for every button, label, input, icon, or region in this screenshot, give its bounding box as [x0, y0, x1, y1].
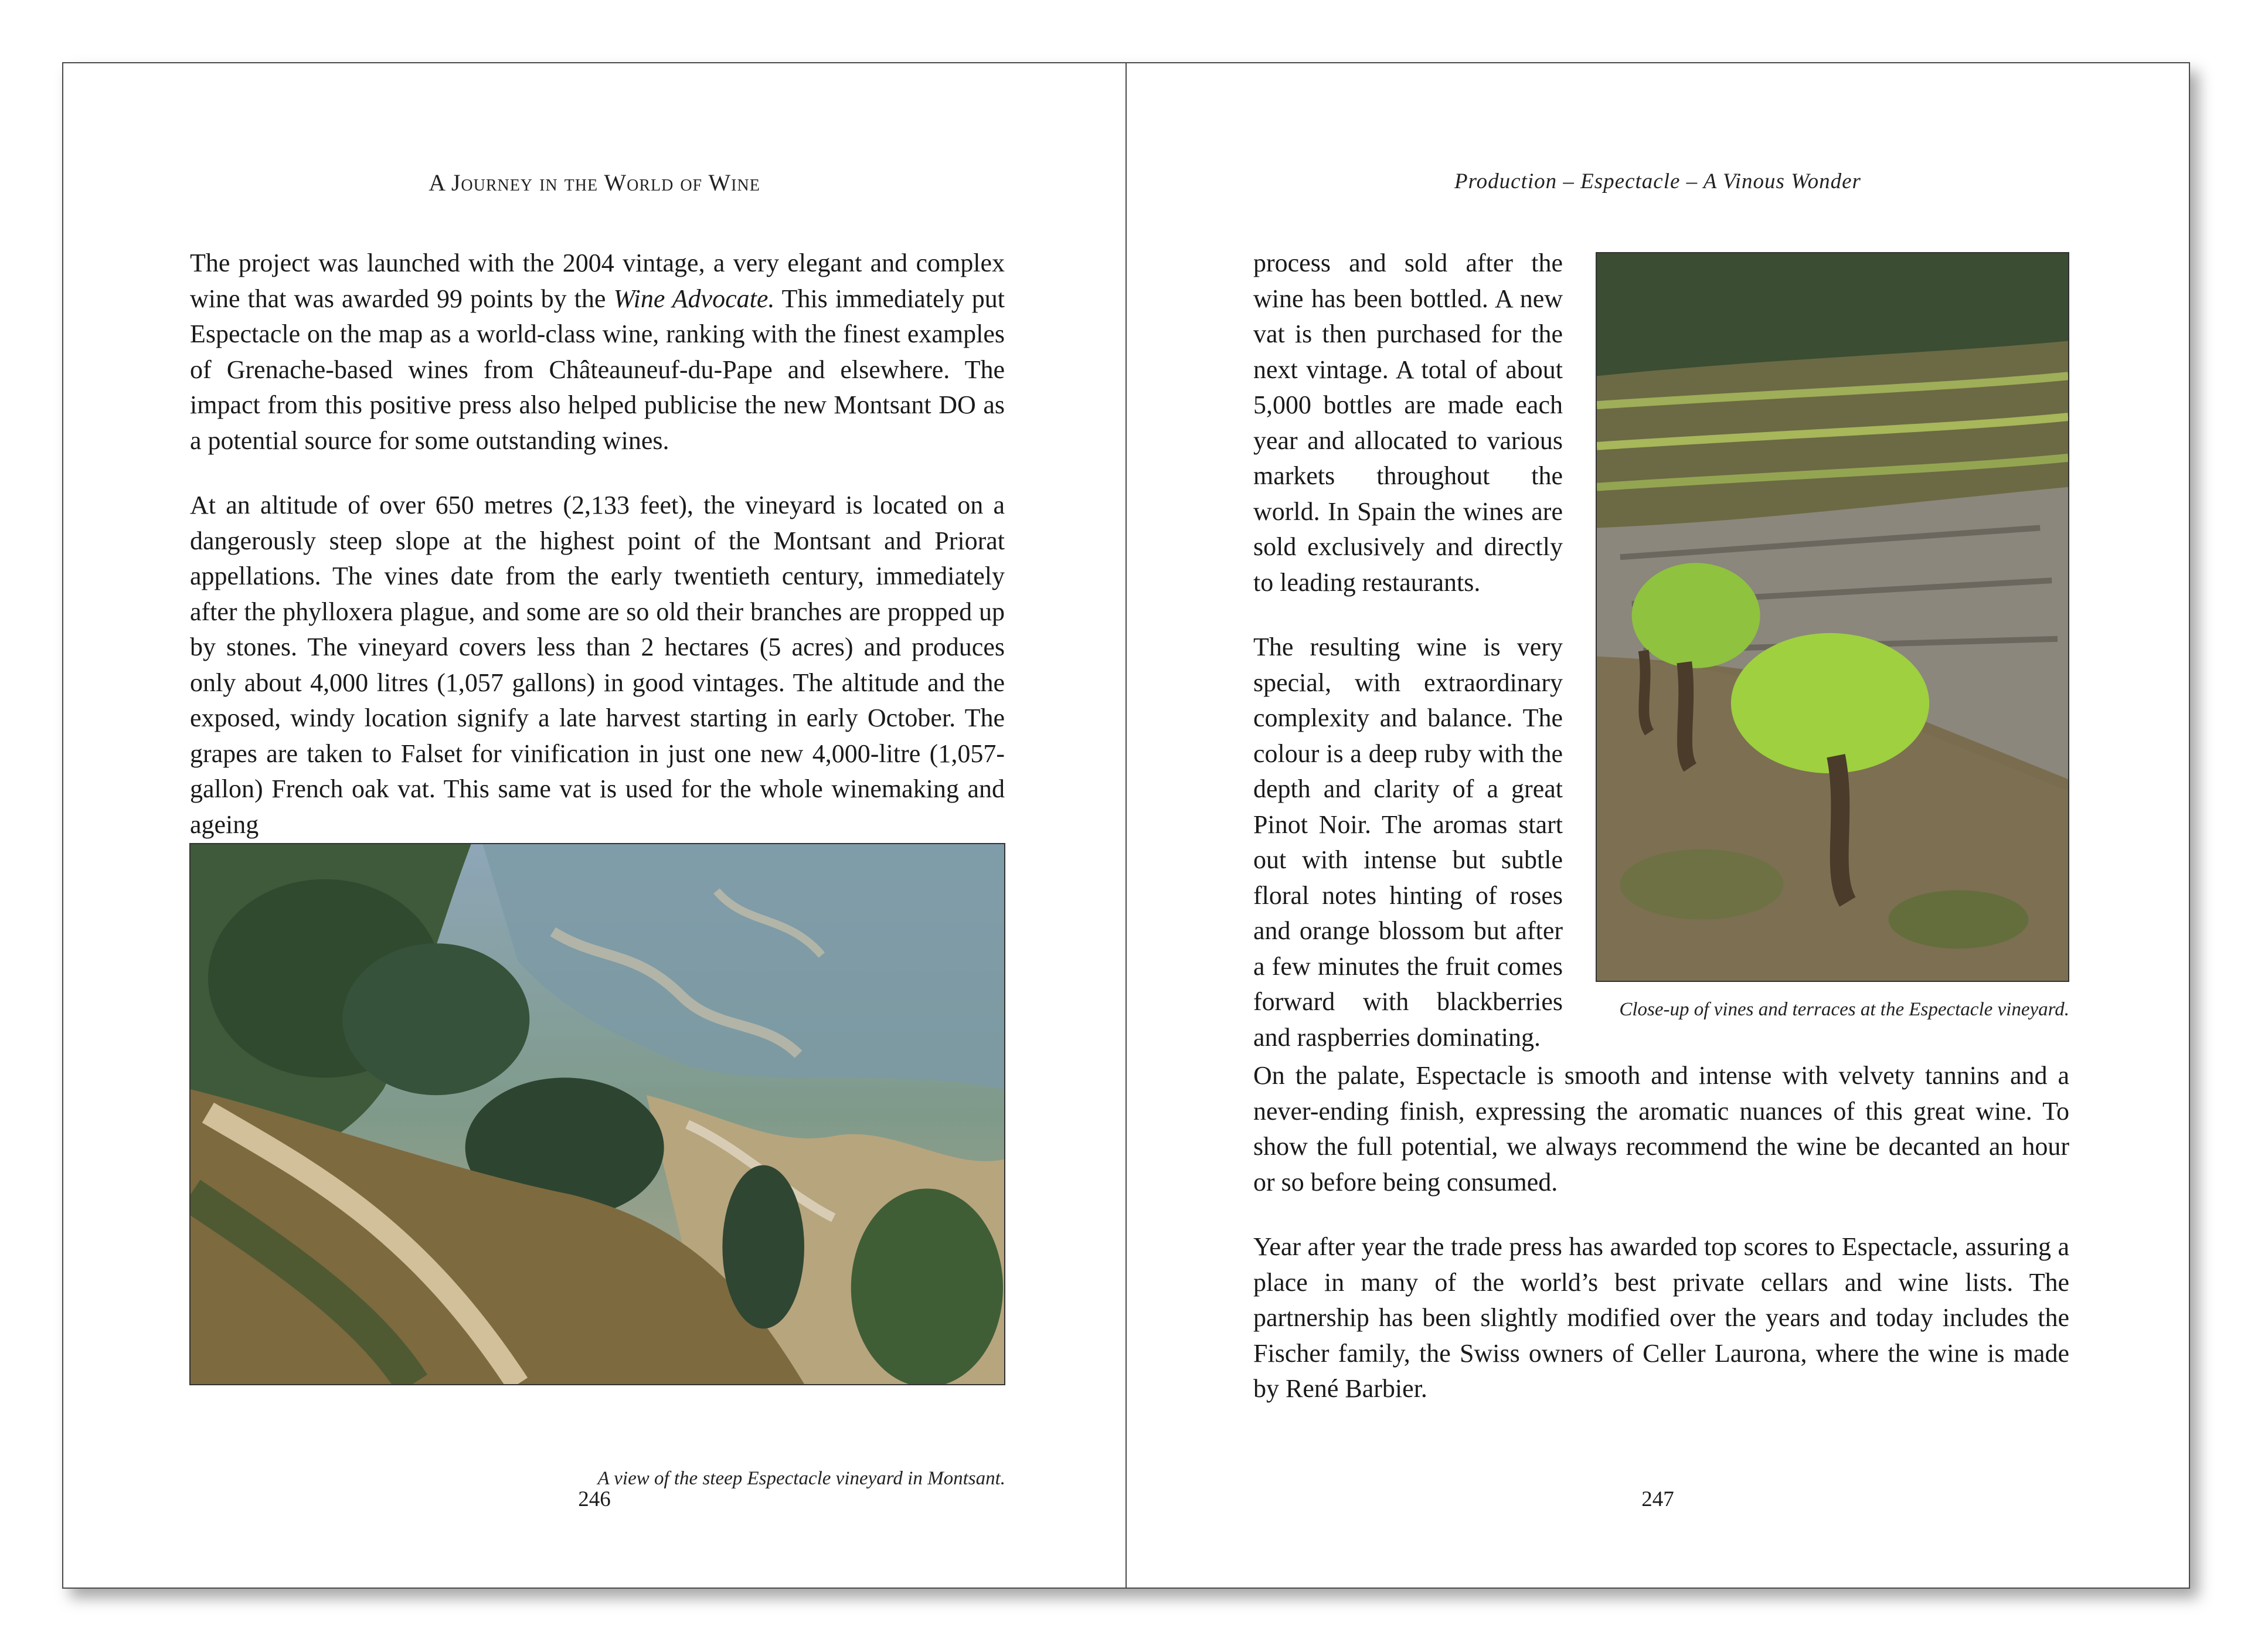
left-paragraph-1-end: This immediately put Espectacle on the map as a world-class wine, ranking with the finest examples of Grenache-based wines from Châteauneuf-du-Pape and elsewhere. The impact from this positive press also helped publicise the new Montsant DO as a potential source for some outstanding wines. — [190, 284, 1005, 455]
left-paragraph-1-start: The project was launched with the 2004 vintage, a very elegant and complex wine that was awarded 99 points by the — [190, 249, 1005, 313]
left-running-head: A Journey in the World of Wine — [429, 169, 760, 196]
left-page-number: 246 — [578, 1487, 611, 1511]
book-spread — [62, 62, 2190, 1589]
left-paragraph-2: At an altitude of over 650 metres (2,133 feet), the vineyard is located on a dangerously steep slope at the highest point of the Montsant and Priorat appellations. The vines date from the early twentieth century, immediately after the phylloxera plague, and some are so old their branches are propped up by stones. The vineyard covers less than 2 hectares (5 acres) and produces only about 4,000 litres (1,057 gallons) in good vintages. The altitude and the exposed, windy location signify a late harvest starting in early October. The grapes are taken to Falset for vinification in just one new 4,000-litre (1,057-gallon) French oak vat. This same vat is used for the whole winemaking and ageing — [190, 491, 1005, 839]
right-paragraph-1: process and sold after the wine has been bottled. A new vat is then purchased for the next vintage. A total of about 5,000 bottles are made each year and allocated to various markets throughout the world. In Spain the wines are sold exclusively and directly to leading restaurants. — [1253, 249, 1563, 597]
right-paragraph-2-continued: On the palate, Espectacle is smooth and intense with velvety tannins and a never-ending finish, expressing the aromatic nuances of this great wine. To show the full potential, we always recommend the wine be decanted an hour or so before being consumed. — [1253, 1061, 2069, 1196]
left-paragraph-1 — [190, 246, 1005, 458]
right-page-number: 247 — [1641, 1487, 1674, 1511]
left-photo-caption: A view of the steep Espectacle vineyard in Montsant. — [597, 1468, 1005, 1489]
vines-terraces-photo — [1596, 252, 2069, 982]
vines-terraces-image — [1597, 253, 2068, 981]
right-body-text-column — [1253, 246, 1563, 1055]
right-page — [1127, 63, 2189, 1588]
left-body-text — [190, 246, 1005, 842]
montsant-vineyard-image — [191, 844, 1004, 1384]
right-body-text-full — [1253, 1058, 2069, 1407]
right-photo-caption: Close-up of vines and terraces at the Espectacle vineyard. — [1619, 999, 2069, 1020]
right-paragraph-2: The resulting wine is very special, with extraordinary complexity and balance. The colour is a deep ruby with the depth and clarity of a great Pinot Noir. The aromas start out with intense but subtle floral notes hinting of roses and orange blossom but after a few minutes the fruit comes forward with blackberries and raspberries dominating. — [1253, 633, 1563, 1052]
left-page — [63, 63, 1126, 1588]
montsant-vineyard-photo — [189, 843, 1005, 1385]
right-running-head: Production – Espectacle – A Vinous Wonder — [1454, 169, 1861, 193]
right-paragraph-3: Year after year the trade press has awarded top scores to Espectacle, assuring a place in many of the world’s best private cellars and wine lists. The partnership has been slightly modified over the years and today includes the Fischer family, the Swiss owners of Celler Laurona, where the wine is made by René Barbier. — [1253, 1232, 2069, 1403]
wine-advocate-title: Wine Advocate. — [613, 284, 775, 313]
